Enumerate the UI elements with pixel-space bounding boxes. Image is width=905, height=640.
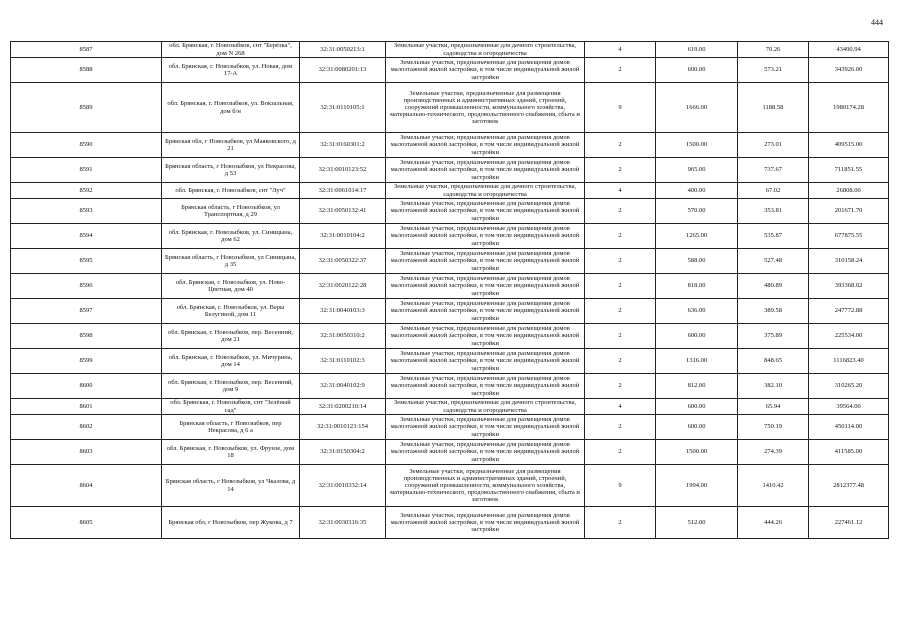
area-cell: 636.00	[656, 299, 738, 324]
land-use-cell: Земельные участки, предназначенные для размещения домов малоэтажной жилой застройки, в том числе индивидуальной жилой застройки	[386, 349, 585, 374]
specific-value-cell: 273.01	[738, 133, 809, 158]
land-use-cell: Земельные участки, предназначенные для размещения домов малоэтажной жилой застройки, в том числе индивидуальной жилой застройки	[386, 224, 585, 249]
specific-value-cell: 65.94	[738, 399, 809, 415]
group-code-cell: 2	[585, 299, 656, 324]
address-cell: обл. Брянская, г. Новозыбков, ул. Фрунзе, дом 18	[162, 440, 300, 465]
cadastral-number-cell: 32:31:0110105:1	[300, 83, 386, 133]
table-row	[11, 199, 889, 224]
table-row	[11, 507, 889, 539]
area-cell: 1666.00	[656, 83, 738, 133]
address-cell: обл. Брянская, г. Новозыбков, пер. Весенний, дом 21	[162, 324, 300, 349]
area-cell: 600.00	[656, 399, 738, 415]
row-number: 8603	[11, 440, 162, 465]
cadastral-number-cell: 32:31:0040102:9	[300, 374, 386, 399]
specific-value-cell: 382.10	[738, 374, 809, 399]
address-cell: обл. Брянская, г. Новозыбков, пер. Весенний, дом 9	[162, 374, 300, 399]
land-use-cell: Земельные участки, предназначенные для размещения домов малоэтажной жилой застройки, в том числе индивидуальной жилой застройки	[386, 199, 585, 224]
land-use-cell: Земельные участки, предназначенные для размещения домов малоэтажной жилой застройки, в том числе индивидуальной жилой застройки	[386, 58, 585, 83]
group-code-cell: 2	[585, 440, 656, 465]
row-number: 8600	[11, 374, 162, 399]
row-number: 8589	[11, 83, 162, 133]
specific-value-cell: 353.81	[738, 199, 809, 224]
cadastral-value-cell: 39564.00	[809, 399, 889, 415]
specific-value-cell: 67.02	[738, 183, 809, 199]
address-cell: обл. Брянская, г. Новозыбков, ул. Мичурина, дом 14	[162, 349, 300, 374]
group-code-cell: 2	[585, 249, 656, 274]
cadastral-number-cell: 32:31:0050310:2	[300, 324, 386, 349]
address-cell: Брянская область, г Новозыбков, ул Некрасова, д 53	[162, 158, 300, 183]
area-cell: 600.00	[656, 324, 738, 349]
address-cell: Брянская область, г Новозыбков, ул Синицына, д 35	[162, 249, 300, 274]
land-use-cell: Земельные участки, предназначенные для размещения домов малоэтажной жилой застройки, в том числе индивидуальной жилой застройки	[386, 158, 585, 183]
area-cell: 1265.00	[656, 224, 738, 249]
cadastral-value-cell: 247772.88	[809, 299, 889, 324]
land-use-cell: Земельные участки, предназначенные для размещения производственных и административных зданий, строений, сооружений промышленности, коммунального хозяйства, материально-технического, продовольственного снабжения, сбыта и заготовок	[386, 465, 585, 507]
table-row	[11, 465, 889, 507]
land-use-cell: Земельные участки, предназначенные для размещения домов малоэтажной жилой застройки, в том числе индивидуальной жилой застройки	[386, 324, 585, 349]
row-number: 8596	[11, 274, 162, 299]
table-row	[11, 324, 889, 349]
group-code-cell: 2	[585, 415, 656, 440]
area-cell: 1500.00	[656, 440, 738, 465]
specific-value-cell: 70.26	[738, 42, 809, 58]
address-cell: Брянская область, г Новозыбков, ул Транспортная, д 29	[162, 199, 300, 224]
cadastral-value-cell: 26808.00	[809, 183, 889, 199]
address-cell: обл. Брянская, г. Новозыбков, ул. Новая, дом 17-А	[162, 58, 300, 83]
cadastral-number-cell: 32:31:0010123:154	[300, 415, 386, 440]
table-row	[11, 274, 889, 299]
table-row	[11, 183, 889, 199]
area-cell: 812.00	[656, 374, 738, 399]
row-number: 8592	[11, 183, 162, 199]
area-cell: 965.00	[656, 158, 738, 183]
area-cell: 1316.00	[656, 349, 738, 374]
cadastral-number-cell: 32:31:0061014:17	[300, 183, 386, 199]
land-use-cell: Земельные участки, предназначенные для дачного строительства, садоводства и огородничества	[386, 183, 585, 199]
address-cell: Брянская обл, г Новозыбков, пер Жукова, д 7	[162, 507, 300, 539]
area-cell: 600.00	[656, 415, 738, 440]
table-row	[11, 158, 889, 183]
group-code-cell: 2	[585, 349, 656, 374]
cadastral-number-cell: 32:31:0040103:3	[300, 299, 386, 324]
specific-value-cell: 480.89	[738, 274, 809, 299]
cadastral-value-cell: 711851.55	[809, 158, 889, 183]
cadastral-value-cell: 411585.00	[809, 440, 889, 465]
specific-value-cell: 1410.42	[738, 465, 809, 507]
table-row	[11, 399, 889, 415]
cadastral-value-cell: 225534.00	[809, 324, 889, 349]
area-cell: 1500.00	[656, 133, 738, 158]
table-row	[11, 42, 889, 58]
specific-value-cell: 375.89	[738, 324, 809, 349]
cadastral-number-cell: 32:31:0020122:28	[300, 274, 386, 299]
table-row	[11, 415, 889, 440]
area-cell: 818.00	[656, 274, 738, 299]
address-cell: обл. Брянская, г. Новозыбков, снт "Зелёный сад"	[162, 399, 300, 415]
cadastral-number-cell: 32:31:0010104:2	[300, 224, 386, 249]
table-row	[11, 440, 889, 465]
land-use-cell: Земельные участки, предназначенные для размещения домов малоэтажной жилой застройки, в том числе индивидуальной жилой застройки	[386, 374, 585, 399]
cadastral-number-cell: 32:31:0050132:41	[300, 199, 386, 224]
cadastral-number-cell: 32:31:0160301:2	[300, 133, 386, 158]
cadastral-number-cell: 32:31:0110102:3	[300, 349, 386, 374]
table-row	[11, 83, 889, 133]
group-code-cell: 9	[585, 83, 656, 133]
area-cell: 1994.00	[656, 465, 738, 507]
table-row	[11, 349, 889, 374]
cadastral-number-cell: 32:31:0010123:52	[300, 158, 386, 183]
group-code-cell: 9	[585, 465, 656, 507]
row-number: 8591	[11, 158, 162, 183]
cadastral-value-cell: 1980174.28	[809, 83, 889, 133]
land-use-cell: Земельные участки, предназначенные для размещения домов малоэтажной жилой застройки, в том числе индивидуальной жилой застройки	[386, 249, 585, 274]
registry-body	[11, 42, 889, 539]
cadastral-value-cell: 310158.24	[809, 249, 889, 274]
area-cell: 619.00	[656, 42, 738, 58]
row-number: 8599	[11, 349, 162, 374]
group-code-cell: 2	[585, 274, 656, 299]
specific-value-cell: 848.65	[738, 349, 809, 374]
cadastral-number-cell: 32:31:0080201:13	[300, 58, 386, 83]
specific-value-cell: 573.21	[738, 58, 809, 83]
address-cell: обл. Брянская, г. Новозыбков, ул. Синицына, дом 62	[162, 224, 300, 249]
cadastral-number-cell: 32:31:0200210:14	[300, 399, 386, 415]
group-code-cell: 2	[585, 158, 656, 183]
specific-value-cell: 444.26	[738, 507, 809, 539]
row-number: 8595	[11, 249, 162, 274]
cadastral-value-cell: 2812377.48	[809, 465, 889, 507]
cadastral-value-cell: 227461.12	[809, 507, 889, 539]
address-cell: обл. Брянская, г. Новозыбков, снт "Луч"	[162, 183, 300, 199]
row-number: 8594	[11, 224, 162, 249]
row-number: 8601	[11, 399, 162, 415]
area-cell: 400.00	[656, 183, 738, 199]
row-number: 8605	[11, 507, 162, 539]
table-row	[11, 58, 889, 83]
row-number: 8597	[11, 299, 162, 324]
land-use-cell: Земельные участки, предназначенные для размещения домов малоэтажной жилой застройки, в том числе индивидуальной жилой застройки	[386, 299, 585, 324]
specific-value-cell: 1188.58	[738, 83, 809, 133]
row-number: 8590	[11, 133, 162, 158]
specific-value-cell: 737.67	[738, 158, 809, 183]
cadastral-value-cell: 450114.00	[809, 415, 889, 440]
cadastral-value-cell: 677875.55	[809, 224, 889, 249]
cadastral-number-cell: 32:31:0030316:35	[300, 507, 386, 539]
specific-value-cell: 535.87	[738, 224, 809, 249]
land-use-cell: Земельные участки, предназначенные для дачного строительства, садоводства и огородничества	[386, 42, 585, 58]
table-row	[11, 374, 889, 399]
cadastral-number-cell: 32:31:0150304:2	[300, 440, 386, 465]
group-code-cell: 2	[585, 199, 656, 224]
cadastral-number-cell: 32:31:0050322:37	[300, 249, 386, 274]
group-code-cell: 2	[585, 58, 656, 83]
land-use-cell: Земельные участки, предназначенные для размещения домов малоэтажной жилой застройки, в том числе индивидуальной жилой застройки	[386, 415, 585, 440]
group-code-cell: 2	[585, 324, 656, 349]
table-row	[11, 224, 889, 249]
row-number: 8598	[11, 324, 162, 349]
address-cell: обл. Брянская, г. Новозыбков, ул. Веры Белугиной, дом 11	[162, 299, 300, 324]
specific-value-cell: 527.48	[738, 249, 809, 274]
cadastral-value-cell: 343926.00	[809, 58, 889, 83]
table-row	[11, 133, 889, 158]
cadastral-value-cell: 310265.20	[809, 374, 889, 399]
area-cell: 588.00	[656, 249, 738, 274]
specific-value-cell: 389.58	[738, 299, 809, 324]
area-cell: 512.00	[656, 507, 738, 539]
address-cell: обл. Брянская, г. Новозыбков, ул. Ново-Цветная, дом 40	[162, 274, 300, 299]
row-number: 8587	[11, 42, 162, 58]
row-number: 8588	[11, 58, 162, 83]
row-number: 8604	[11, 465, 162, 507]
cadastral-value-cell: 1116823.40	[809, 349, 889, 374]
cadastral-value-cell: 43490.94	[809, 42, 889, 58]
group-code-cell: 2	[585, 374, 656, 399]
land-use-cell: Земельные участки, предназначенные для размещения производственных и административных зданий, строений, сооружений промышленности, коммунального хозяйства, материально-технического, продовольственного снабжения, сбыта и заготовок	[386, 83, 585, 133]
cadastral-value-cell: 409515.00	[809, 133, 889, 158]
specific-value-cell: 750.19	[738, 415, 809, 440]
land-registry-table	[10, 41, 889, 539]
area-cell: 600.00	[656, 58, 738, 83]
address-cell: Брянская область, г Новозыбков, ул Чкалова, д 14	[162, 465, 300, 507]
address-cell: Брянская область, г Новозыбков, пер Некрасова, д 6 а	[162, 415, 300, 440]
address-cell: Брянская обл, г Новозыбков, ул Маяковского, д 21	[162, 133, 300, 158]
group-code-cell: 4	[585, 183, 656, 199]
land-use-cell: Земельные участки, предназначенные для дачного строительства, садоводства и огородничества	[386, 399, 585, 415]
area-cell: 570.00	[656, 199, 738, 224]
land-use-cell: Земельные участки, предназначенные для размещения домов малоэтажной жилой застройки, в том числе индивидуальной жилой застройки	[386, 440, 585, 465]
cadastral-value-cell: 201671.70	[809, 199, 889, 224]
row-number: 8593	[11, 199, 162, 224]
group-code-cell: 4	[585, 399, 656, 415]
group-code-cell: 2	[585, 507, 656, 539]
cadastral-value-cell: 393368.02	[809, 274, 889, 299]
table-row	[11, 249, 889, 274]
address-cell: обл. Брянская, г. Новозыбков, снт "Берёзка", дом N 268	[162, 42, 300, 58]
address-cell: обл. Брянская, г. Новозыбков, ул. Вокзальная, дом б/н	[162, 83, 300, 133]
table-row	[11, 299, 889, 324]
cadastral-number-cell: 32:31:0050213:1	[300, 42, 386, 58]
group-code-cell: 2	[585, 133, 656, 158]
land-use-cell: Земельные участки, предназначенные для размещения домов малоэтажной жилой застройки, в том числе индивидуальной жилой застройки	[386, 507, 585, 539]
group-code-cell: 4	[585, 42, 656, 58]
land-use-cell: Земельные участки, предназначенные для размещения домов малоэтажной жилой застройки, в том числе индивидуальной жилой застройки	[386, 133, 585, 158]
land-use-cell: Земельные участки, предназначенные для размещения домов малоэтажной жилой застройки, в том числе индивидуальной жилой застройки	[386, 274, 585, 299]
specific-value-cell: 274.39	[738, 440, 809, 465]
row-number: 8602	[11, 415, 162, 440]
group-code-cell: 2	[585, 224, 656, 249]
page-number: 444	[871, 18, 883, 27]
cadastral-number-cell: 32:31:0010332:14	[300, 465, 386, 507]
